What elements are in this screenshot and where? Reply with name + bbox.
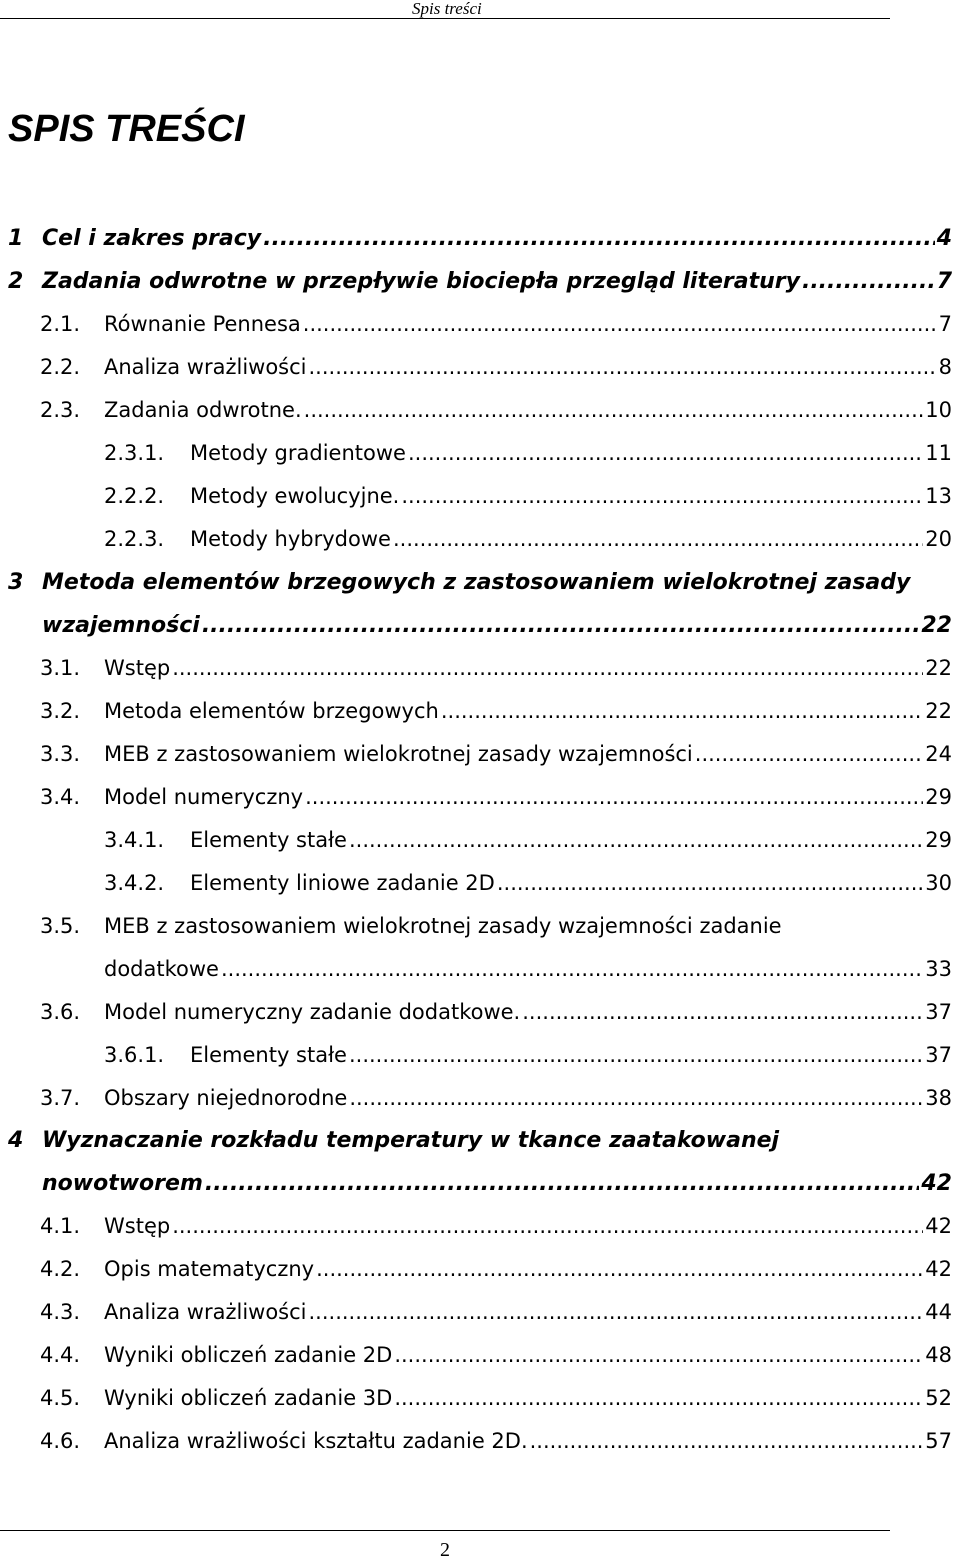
leader-dots (305, 785, 923, 809)
leader-dots (221, 957, 923, 981)
leader-dots (695, 742, 923, 766)
toc-page-number: 52 (925, 1386, 952, 1410)
leader-dots (802, 269, 935, 294)
leader-dots (408, 441, 923, 465)
toc-entry-text: Model numeryczny zadanie dodatkowe. (104, 1000, 521, 1024)
toc-page-number: 4 (936, 226, 952, 251)
toc-entry-text: wzajemności (42, 613, 200, 638)
leader-dots (349, 1086, 923, 1110)
toc-entry-2-2-2[interactable]: 2.2.2. Metody ewolucyjne. ..... 13 (104, 484, 952, 524)
toc-entry-text: Równanie Pennesa (104, 312, 301, 336)
toc-entry-text: Analiza wrażliwości (104, 355, 307, 379)
toc-entry-4-2[interactable]: 4.2. Opis matematyczny ..... 42 (40, 1257, 952, 1297)
toc-entry-text: Elementy stałe (190, 1043, 347, 1067)
toc-entry-3-4-2[interactable]: 3.4.2. Elementy liniowe zadanie 2D ..... 30 (104, 871, 952, 911)
toc-entry-text: Zadania odwrotne. (104, 398, 302, 422)
toc-entry-text: Analiza wrażliwości (104, 1300, 307, 1324)
toc-entry-2-2[interactable]: 2.2. Analiza wrażliwości ..... 8 (40, 355, 952, 395)
toc-entry-text: Metody ewolucyjne. (190, 484, 400, 508)
toc-entry-text: Analiza wrażliwości kształtu zadanie 2D. (104, 1429, 528, 1453)
leader-dots (309, 1300, 924, 1324)
toc-entry-text: Wstęp (104, 1214, 171, 1238)
toc-entry-3-7[interactable]: 3.7. Obszary niejednorodne ..... 38 (40, 1086, 952, 1126)
toc-entry-text: Elementy stałe (190, 828, 347, 852)
toc-page-number: 38 (925, 1086, 952, 1110)
toc-page-number: 7 (936, 269, 952, 294)
toc-page-number: 37 (925, 1043, 952, 1067)
toc-page-number: 44 (925, 1300, 952, 1324)
page-footer (0, 1530, 890, 1561)
toc-entry-4-3[interactable]: 4.3. Analiza wrażliwości ..... 44 (40, 1300, 952, 1340)
leader-dots (522, 1000, 923, 1024)
leader-dots (303, 312, 937, 336)
toc-entry-text: Obszary niejednorodne (104, 1086, 348, 1110)
toc-entry-2-2-3[interactable]: 2.2.3. Metody hybrydowe ..... 20 (104, 527, 952, 567)
toc-entry-3-5-first-line[interactable]: 3.5. MEB z zastosowaniem wielokrotnej zasady wzajemności zadanie (40, 914, 782, 938)
toc-page-number: 20 (925, 527, 952, 551)
toc-entry-text: Cel i zakres pracy (42, 226, 262, 251)
toc-entry-3-4-1[interactable]: 3.4.1. Elementy stałe ..... 29 (104, 828, 952, 868)
toc-entry-2-3-1[interactable]: 2.3.1. Metody gradientowe ..... 11 (104, 441, 952, 481)
toc-entry-2[interactable]: 2 Zadania odwrotne w przepływie biociepła przegląd literatury ..... 7 (8, 269, 952, 309)
leader-dots (202, 613, 920, 638)
toc-entry-3-1[interactable]: 3.1. Wstęp ..... 22 (40, 656, 952, 696)
leader-dots (441, 699, 923, 723)
toc-entry-4[interactable] (42, 1171, 952, 1211)
toc-entry-text: Wyniki obliczeń zadanie 3D (104, 1386, 393, 1410)
leader-dots (263, 226, 935, 251)
toc-page-number: 22 (921, 613, 952, 638)
toc-entry-2-1[interactable]: 2.1. Równanie Pennesa ..... 7 (40, 312, 952, 352)
toc-entry-text: Zadania odwrotne w przepływie biociepła przegląd literatury (42, 269, 800, 294)
toc-entry-4-4[interactable]: 4.4. Wyniki obliczeń zadanie 2D ..... 48 (40, 1343, 952, 1383)
running-header (0, 0, 890, 19)
toc-page-number: 33 (925, 957, 952, 981)
toc-entry-3[interactable] (42, 613, 952, 653)
toc-entry-text: Metody hybrydowe (190, 527, 391, 551)
leader-dots (394, 1386, 923, 1410)
leader-dots (394, 1343, 923, 1367)
toc-page-number: 48 (925, 1343, 952, 1367)
toc-entry-text: Model numeryczny (104, 785, 304, 809)
toc-page-number: 30 (925, 871, 952, 895)
toc-page-number: 42 (921, 1171, 952, 1196)
toc-page-number: 22 (925, 656, 952, 680)
toc-entry-text: Metoda elementów brzegowych (104, 699, 439, 723)
toc-entry-3-6[interactable]: 3.6. Model numeryczny zadanie dodatkowe. ..... 37 (40, 1000, 952, 1040)
toc-entry-text: MEB z zastosowaniem wielokrotnej zasady wzajemności zadanie (104, 914, 782, 938)
leader-dots (393, 527, 923, 551)
toc-page-number: 42 (925, 1214, 952, 1238)
toc-page-number: 42 (925, 1257, 952, 1281)
toc-page-number: 8 (938, 355, 952, 379)
leader-dots (349, 828, 923, 852)
toc-entry-text: Metoda elementów brzegowych z zastosowaniem wielokrotnej zasady (42, 570, 911, 595)
toc-entry-3-3[interactable]: 3.3. MEB z zastosowaniem wielokrotnej zasady wzajemności ..... 24 (40, 742, 952, 782)
footer-page-number: 2 (440, 1539, 450, 1561)
toc-page-number: 29 (925, 785, 952, 809)
toc-entry-4-6[interactable]: 4.6. Analiza wrażliwości kształtu zadanie 2D. ..... 57 (40, 1429, 952, 1469)
toc-entry-text: Metody gradientowe (190, 441, 406, 465)
toc-entry-text: Wyznaczanie rozkładu temperatury w tkance zaatakowanej (42, 1128, 780, 1153)
toc-page-number: 11 (925, 441, 952, 465)
toc-entry-3-2[interactable]: 3.2. Metoda elementów brzegowych ..... 22 (40, 699, 952, 739)
toc-entry-text: Wstęp (104, 656, 171, 680)
toc-page-number: 24 (925, 742, 952, 766)
toc-entry-4-5[interactable]: 4.5. Wyniki obliczeń zadanie 3D ..... 52 (40, 1386, 952, 1426)
leader-dots (349, 1043, 923, 1067)
toc-entry-text: MEB z zastosowaniem wielokrotnej zasady wzajemności (104, 742, 693, 766)
toc-entry-3-6-1[interactable]: 3.6.1. Elementy stałe ..... 37 (104, 1043, 952, 1083)
toc-entry-4-1[interactable]: 4.1. Wstęp ..... 42 (40, 1214, 952, 1254)
toc-page-number: 57 (925, 1429, 952, 1453)
toc-page-number: 7 (938, 312, 952, 336)
toc-entry-text: dodatkowe (104, 957, 219, 981)
page-title: SPIS TREŚCI (8, 108, 245, 150)
leader-dots (205, 1171, 920, 1196)
toc-page-number: 29 (925, 828, 952, 852)
toc-entry-3-5[interactable] (104, 957, 952, 997)
toc-page-number: 37 (925, 1000, 952, 1024)
leader-dots (497, 871, 923, 895)
leader-dots (309, 355, 937, 379)
toc-page-number: 10 (925, 398, 952, 422)
toc-entry-2-3[interactable]: 2.3. Zadania odwrotne. ..... 10 (40, 398, 952, 438)
toc-entry-1[interactable]: 1 Cel i zakres pracy ..... 4 (8, 226, 952, 266)
toc-entry-text: Wyniki obliczeń zadanie 2D (104, 1343, 393, 1367)
toc-page-number: 13 (925, 484, 952, 508)
leader-dots (304, 398, 924, 422)
toc-entry-3-4[interactable]: 3.4. Model numeryczny ..... 29 (40, 785, 952, 825)
toc-entry-4-first-line[interactable]: 4 Wyznaczanie rozkładu temperatury w tkance zaatakowanej (8, 1128, 780, 1153)
toc-entry-text: nowotworem (42, 1171, 203, 1196)
leader-dots (316, 1257, 923, 1281)
leader-dots (172, 656, 923, 680)
running-title: Spis treści (412, 0, 482, 18)
toc-page-number: 22 (925, 699, 952, 723)
toc-entry-text: Opis matematyczny (104, 1257, 315, 1281)
toc-entry-3-first-line[interactable]: 3 Metoda elementów brzegowych z zastosowaniem wielokrotnej zasady (8, 570, 911, 595)
leader-dots (172, 1214, 923, 1238)
leader-dots (530, 1429, 924, 1453)
toc-entry-text: Elementy liniowe zadanie 2D (190, 871, 495, 895)
leader-dots (401, 484, 923, 508)
